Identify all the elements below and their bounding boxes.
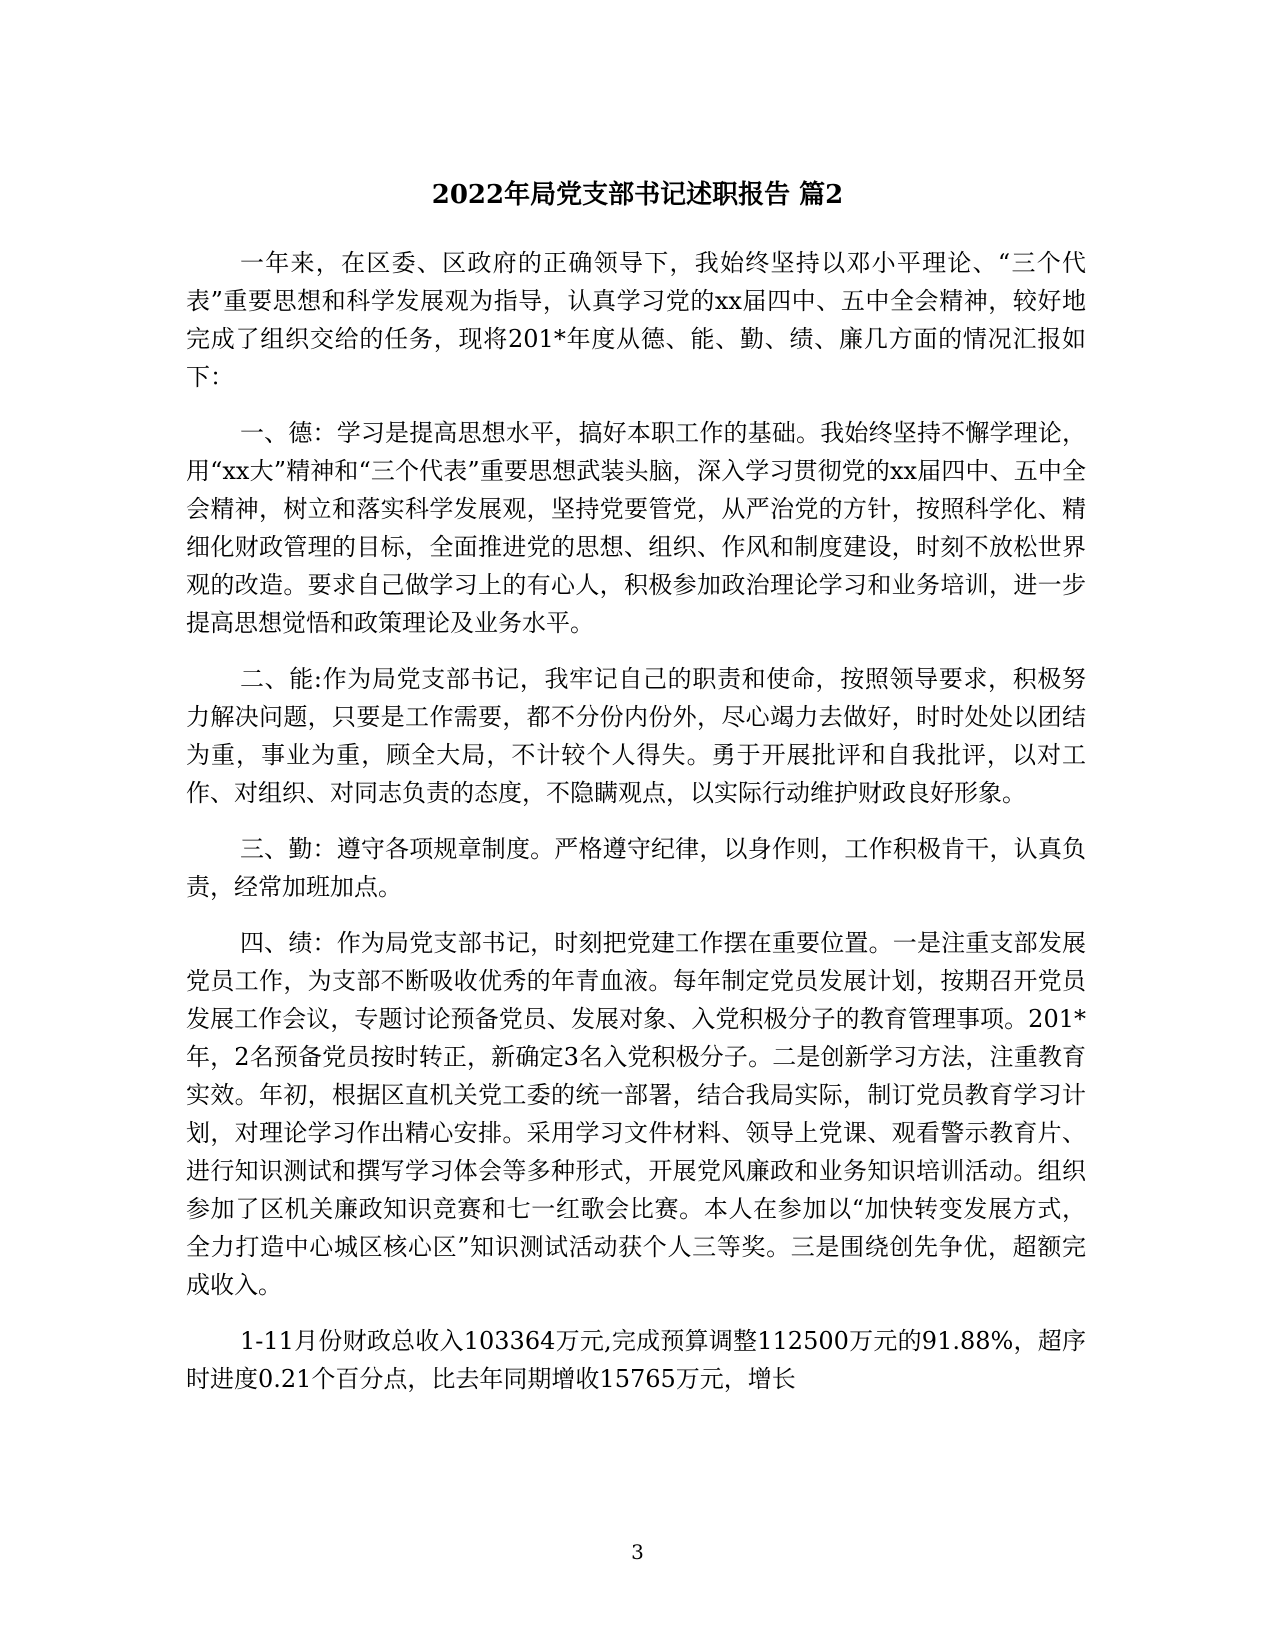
document-body <box>186 244 1086 1416</box>
document-title: 2022年局党支部书记述职报告 篇2 <box>431 180 844 210</box>
page-number: 3 <box>631 1540 644 1564</box>
paragraph-qin: 三、勤：遵守各项规章制度。严格遵守纪律，以身作则，工作积极肯干，认真负责，经常加班加点。 <box>186 835 1086 901</box>
paragraph-ji: 四、绩：作为局党支部书记，时刻把党建工作摆在重要位置。一是注重支部发展党员工作，为支部不断吸收优秀的年青血液。每年制定党员发展计划，按期召开党员发展工作会议，专题讨论预备党员、发展对象、入党积极分子的教育管理事项。201*年，2名预备党员按时转正，新确定3名入党积极分子。二是创新学习方法，注重教育实效。年初，根据区直机关党工委的统一部署，结合我局实际，制订党员教育学习计划，对理论学习作出精心安排。采用学习文件材料、领导上党课、观看警示教育片、进行知识测试和撰写学习体会等多种形式，开展党风廉政和业务知识培训活动。组织参加了区机关廉政知识竞赛和七一红歌会比赛。本人在参加以“加快转变发展方式，全力打造中心城区核心区”知识测试活动获个人三等奖。三是围绕创先争优，超额完成收入。 <box>186 929 1086 1299</box>
paragraph-revenue: 1-11月份财政总收入103364万元,完成预算调整112500万元的91.88%，超序时进度0.21个百分点，比去年同期增收15765万元，增长 <box>186 1327 1086 1393</box>
paragraph-intro: 一年来，在区委、区政府的正确领导下，我始终坚持以邓小平理论、“三个代表”重要思想和科学发展观为指导，认真学习党的xx届四中、五中全会精神，较好地完成了组织交给的任务，现将201*年度从德、能、勤、绩、廉几方面的情况汇报如下： <box>186 249 1086 391</box>
paragraph-de: 一、德：学习是提高思想水平，搞好本职工作的基础。我始终坚持不懈学理论，用“xx大”精神和“三个代表”重要思想武装头脑，深入学习贯彻党的xx届四中、五中全会精神，树立和落实科学发展观，坚持党要管党，从严治党的方针，按照科学化、精细化财政管理的目标，全面推进党的思想、组织、作风和制度建设，时刻不放松世界观的改造。要求自己做学习上的有心人，积极参加政治理论学习和业务培训，进一步提高思想觉悟和政策理论及业务水平。 <box>186 419 1086 637</box>
paragraph-neng: 二、能:作为局党支部书记，我牢记自己的职责和使命，按照领导要求，积极努力解决问题，只要是工作需要，都不分份内份外，尽心竭力去做好，时时处处以团结为重，事业为重，顾全大局，不计较个人得失。勇于开展批评和自我批评，以对工作、对组织、对同志负责的态度，不隐瞒观点，以实际行动维护财政良好形象。 <box>186 665 1086 807</box>
